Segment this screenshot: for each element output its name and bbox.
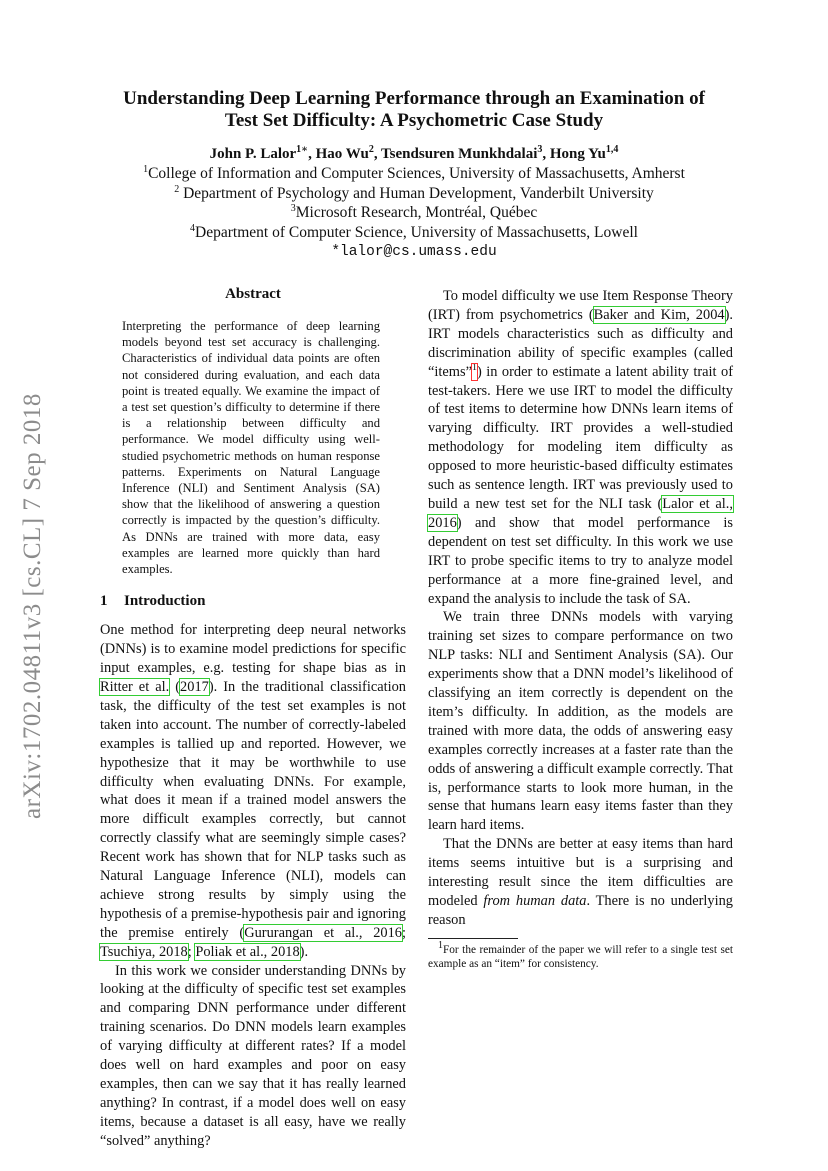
- citation-link-baker-kim[interactable]: Baker and Kim, 2004: [593, 306, 725, 323]
- author-affiliation-mark: 2: [368, 144, 374, 155]
- author-affiliation-mark: 1∗: [296, 144, 309, 155]
- author-name: Tsendsuren Munkhdalai: [381, 146, 538, 162]
- abstract-text: Interpreting the performance of deep learning models beyond test set accuracy is challenging. Characteristics of individual data points are often not considered during evaluation, and each data point is treated equally. We examine the impact of a test set question’s difficulty to determine if there is a relationship between difficulty and performance. We model difficulty using well-studied psychometric methods on human response patterns. Experiments on Natural Language Inference (NLI) and Sentiment Analysis (SA) show that the likelihood of answering a question correctly is impacted by the question’s difficulty. As DNNs are trained with more data, easy examples are learned more quickly than hard examples.: [122, 319, 380, 577]
- citation-link-lalor[interactable]: Lalor et al., 2016: [428, 495, 733, 531]
- citation-link-ritter[interactable]: Ritter et al.: [100, 678, 170, 695]
- section-heading-introduction: [100, 591, 406, 611]
- citation-link-poliak[interactable]: Poliak et al., 2018: [195, 943, 300, 960]
- intro-paragraph-1: One method for interpreting deep neural networks (DNNs) is to examine model predictions for specific input examples, e.g. testing for shape bias as in Ritter et al. (2017). In the traditional classification task, the difficulty of the test set examples is not taken into account. The number of correctly-labeled examples is tallied up and reported. However, we hypothesize that it may be worthwhile to use difficulty when evaluating DNNs. For example, what does it mean if a trained model answers the more difficult examples correctly, but cannot correctly classify what are seemingly simple cases? Recent work has shown that for NLP tasks such as Natural Language Inference (NLI), models can achieve strong results by simply using the hypothesis of a premise-hypothesis pair and ignoring the premise entirely (Gururangan et al., 2016; Tsuchiya, 2018; Poliak et al., 2018).: [100, 622, 406, 960]
- paper-title: [60, 88, 768, 132]
- citation-link-tsuchiya[interactable]: Tsuchiya, 2018: [100, 943, 188, 960]
- citation-link-gururangan[interactable]: Gururangan et al., 2016: [244, 924, 402, 941]
- author-name: Hao Wu: [315, 146, 369, 162]
- intro-paragraph-3: To model difficulty we use Item Response Theory (IRT) from psychometrics (Baker and Kim, 2004). IRT models characteristics such as difficulty and discrimination ability of specific examples (called “items”$^1$) in order to estimate a latent ability trait of test-takers. Here we use IRT to model the difficulty of test items to determine how DNNs learn items of varying difficulty. IRT provides a well-studied methodology for modeling item difficulty as opposed to more heuristic-based difficulty estimates such as sentence length. IRT was previously used to build a new test set for the NLI task (Lalor et al., 2016) and show that model performance is dependent on test set difficulty. In this work we use IRT to probe specific items to try to analyze model performance at a more fine-grained level, and expand the analysis to include the task of SA.: [428, 288, 733, 607]
- section-title: Introduction: [124, 593, 206, 610]
- paper-header: [60, 88, 768, 262]
- affiliation-4: $^4$Department of Computer Science, University of Massachusetts, Lowell: [190, 222, 638, 241]
- right-column: [428, 284, 733, 971]
- footnote-reference-link[interactable]: 1: [472, 364, 477, 380]
- contact-email: *lalor@cs.umass.edu: [331, 244, 497, 260]
- title-line-1: Understanding Deep Learning Performance through an Examination of: [123, 88, 705, 109]
- author-affiliation-mark: 1,4: [605, 144, 619, 155]
- affiliation-1: $^1$College of Information and Computer Sciences, University of Massachusetts, Amherst: [143, 163, 685, 182]
- intro-paragraph-2: In this work we consider understanding DNNs by looking at the difficulty of specific test set examples and comparing DNN performance under different training scenarios. Do DNN models learn examples of varying difficulty at different rates? If a model does well on hard examples and poor on easy examples, then can we say that it has really learned anything? In contrast, if a model does well on easy items, because a dataset is all easy, have we really “solved” anything?: [100, 962, 406, 1149]
- citation-link-ritter-year[interactable]: 2017: [180, 678, 209, 695]
- author-name: Hong Yu: [549, 146, 606, 162]
- affiliation-2: $^2$ Department of Psychology and Human Development, Vanderbilt University: [174, 183, 654, 202]
- footnote-divider: [428, 938, 518, 939]
- abstract-heading: Abstract: [225, 286, 281, 302]
- section-number: 1: [100, 593, 108, 610]
- author-name: John P. Lalor: [209, 146, 297, 162]
- title-line-2: Test Set Difficulty: A Psychometric Case Study: [224, 110, 604, 131]
- arxiv-identifier-stamp: arXiv:1702.04811v3 [cs.CL] 7 Sep 2018: [19, 393, 46, 819]
- footnote-mark: 1: [438, 940, 443, 952]
- author-list: John P. Lalor$^{1∗}$, Hao Wu$^2$, Tsendsuren Munkhdalai$^3$, Hong Yu$^{1,4}$: [209, 144, 619, 162]
- footnote-text: For the remainder of the paper we will refer to a single test set example as an “item” for consistency.: [428, 943, 733, 970]
- intro-paragraph-5: That the DNNs are better at easy items than hard items seems intuitive but is a surprising and interesting result since the item difficulties are modeled from human data. There is no underlying reason: [428, 836, 734, 928]
- footnote-1: [428, 940, 733, 971]
- affiliation-3: $^3$Microsoft Research, Montréal, Québec: [290, 202, 538, 221]
- intro-paragraph-4: We train three DNNs models with varying training set sizes to compare performance on two NLP tasks: NLI and Sentiment Analysis (SA). Our experiments show that a DNN model’s likelihood of classifying an item correctly is dependent on the item’s difficulty. In addition, as the models are trained with more data, the odds of answering easy examples correctly increases at a faster rate than the odds of answering a difficult example correctly. That is, performance starts to look more human, in the sense that humans learn easy items faster than they learn hard items.: [428, 609, 733, 834]
- author-affiliation-mark: 3: [537, 144, 543, 155]
- left-column: [100, 284, 406, 1151]
